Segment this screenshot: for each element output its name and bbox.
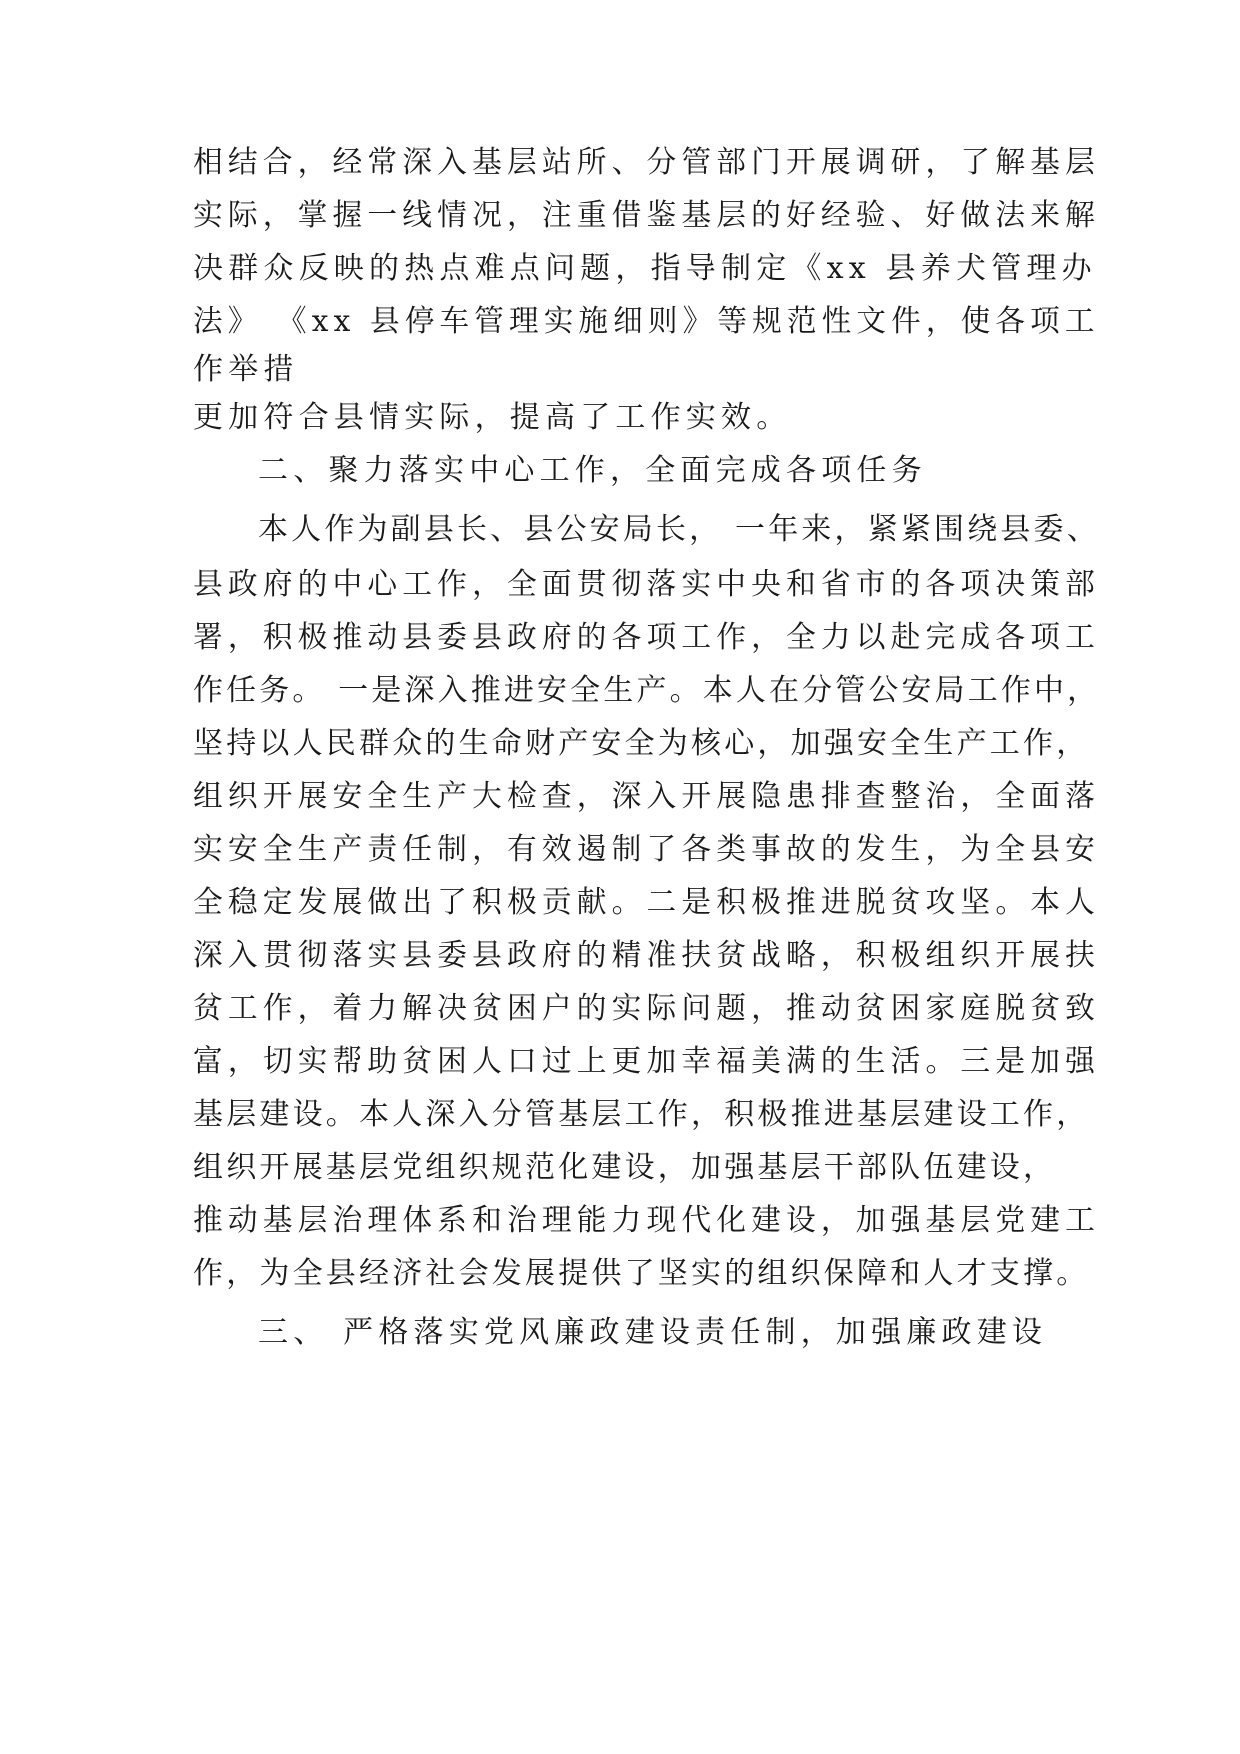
body-text-line: 作任务。 一是深入推进安全生产。本人在分管公安局工作中， <box>193 673 1101 708</box>
body-text-line: 推动基层治理体系和治理能力现代化建设，加强基层党建工 <box>193 1203 1100 1238</box>
body-text-line: 全稳定发展做出了积极贡献。二是积极推进脱贫攻坚。本人 <box>193 885 1100 920</box>
body-text-line: 组织开展安全生产大检查，深入开展隐患排查整治，全面落 <box>193 779 1100 814</box>
body-text-line: 实际，掌握一线情况，注重借鉴基层的好经验、好做法来解 <box>193 198 1100 233</box>
body-text-line: 贫工作，着力解决贫困户的实际问题，推动贫困家庭脱贫致 <box>193 991 1100 1026</box>
body-text-line: 决群众反映的热点难点问题，指导制定《xx 县养犬管理办 <box>193 251 1097 286</box>
body-text-line: 作举措 <box>193 352 299 387</box>
body-text-line: 富，切实帮助贫困人口过上更加幸福美满的生活。三是加强 <box>193 1044 1100 1079</box>
body-text-line: 相结合，经常深入基层站所、分管部门开展调研，了解基层 <box>193 145 1100 180</box>
body-text-line: 县政府的中心工作，全面贯彻落实中央和省市的各项决策部 <box>193 567 1100 602</box>
body-text-line: 基层建设。本人深入分管基层工作，积极推进基层建设工作， <box>193 1097 1090 1132</box>
body-text-line: 作，为全县经济社会发展提供了坚实的组织保障和人才支撑。 <box>193 1256 1090 1291</box>
body-text-line: 坚持以人民群众的生命财产安全为核心，加强安全生产工作， <box>193 726 1090 761</box>
body-text-line: 组织开展基层党组织规范化建设，加强基层干部队伍建设， <box>193 1150 1057 1185</box>
section-heading: 三、 严格落实党风廉政建设责任制，加强廉政建设 <box>258 1315 1048 1350</box>
body-text-line: 深入贯彻落实县委县政府的精准扶贫战略，积极组织开展扶 <box>193 938 1100 973</box>
section-heading: 二、聚力落实中心工作，全面完成各项任务 <box>258 453 927 488</box>
body-text-line: 本人作为副县长、县公安局长， 一年来，紧紧围绕县委、 <box>258 512 1100 547</box>
body-text-line: 署，积极推动县委县政府的各项工作，全力以赴完成各项工 <box>193 620 1100 655</box>
body-text-line: 更加符合县情实际，提高了工作实效。 <box>193 400 792 435</box>
body-text-line: 法》 《xx 县停车管理实施细则》等规范性文件，使各项工 <box>193 304 1100 339</box>
body-text-line: 实安全生产责任制，有效遏制了各类事故的发生，为全县安 <box>193 832 1100 867</box>
